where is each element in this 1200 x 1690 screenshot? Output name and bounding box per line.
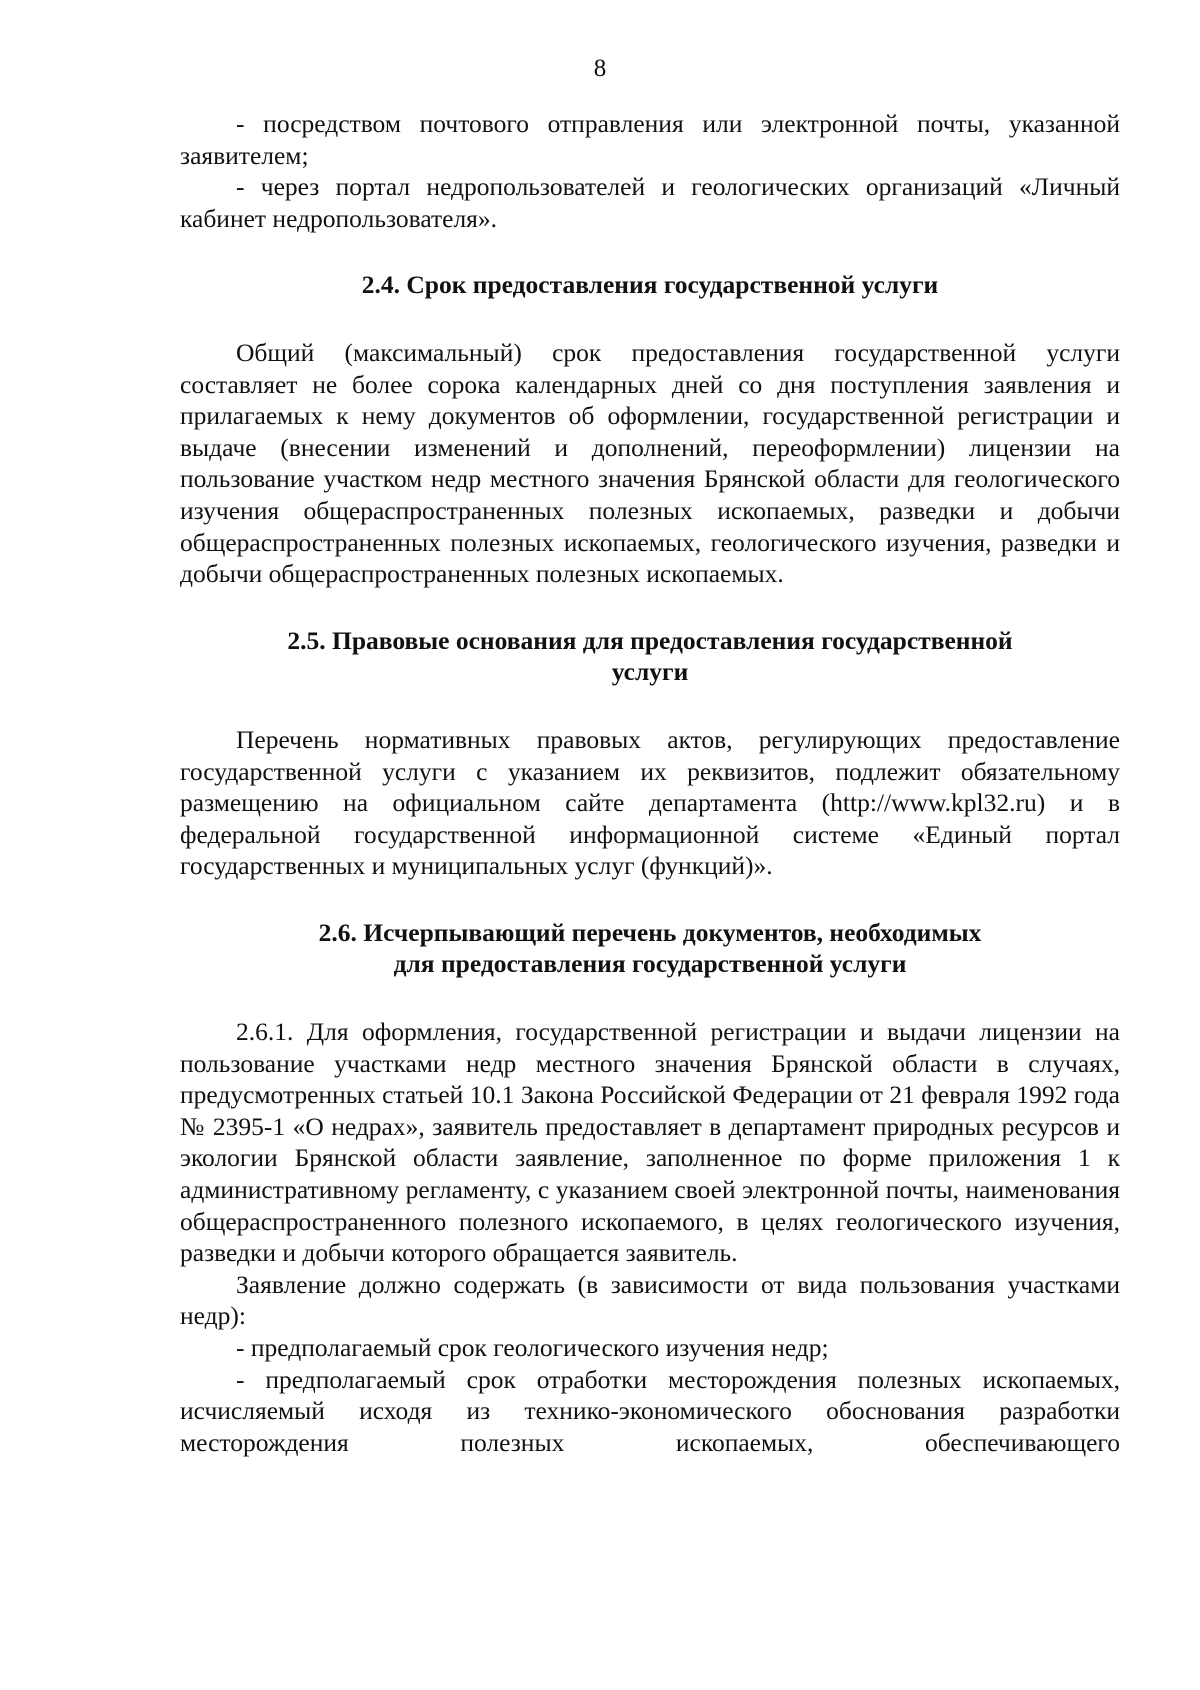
page-number: 8 [593,55,607,82]
list-item-portal: - через портал недропользователей и геологических организаций «Личный кабинет недропользователя». [180,172,1120,233]
section-2-6-1-paragraph: 2.6.1. Для оформления, государственной регистрации и выдачи лицензии на пользование участками недр местного значения Брянской области в случаях, предусмотренных статьей 10.1 Закона Российской Федерации от 21 февраля 1992 года № 2395-1 «О недрах», заявитель предоставляет в департамент природных ресурсов и экологии Брянской области заявление, заполненное по форме приложения 1 к административному регламенту, с указанием своей электронной почты, наименования общераспространенного полезного ископаемого, в целях геологического изучения, разведки и добычи которого обращается заявитель. [180,1017,1120,1268]
section-2-4-heading: 2.4. Срок предоставления государственной услуги [361,270,939,300]
application-contents-paragraph: Заявление должно содержать (в зависимости от вида пользования участками недр): [180,1269,1120,1331]
section-2-4-paragraph: Общий (максимальный) срок предоставления государственной услуги составляет не более сорока календарных дней со дня поступления заявления и прилагаемых к нему документов об оформлении, государственной регистрации и выдаче (внесении изменений и дополнений, переоформлении) лицензии на пользование участком недр местного значения Брянской области для геологического изучения общераспространенных полезных ископаемых, разведки и добычи общераспространенных полезных ископаемых, геологического изучения, разведки и добычи общераспространенных полезных ископаемых. [180,337,1120,589]
section-2-6-heading-line1: 2.6. Исчерпывающий перечень документов, необходимых [318,917,982,947]
section-2-6-heading-line2: для предоставления государственной услуги [393,949,907,979]
document-body [180,108,1120,1458]
section-2-5-paragraph: Перечень нормативных правовых актов, регулирующих предоставление государственной услуги с указанием их реквизитов, подлежит обязательному размещению на официальном сайте департамента (http://www.kpl32.ru) и в федеральной государственной информационной системе «Единый портал государственных и муниципальных услуг (функций)». [180,724,1120,881]
section-2-5-heading-line1: 2.5. Правовые основания для предоставления государственной [287,625,1013,655]
section-2-5-heading-line2: услуги [611,657,689,687]
list-item-post: - посредством почтового отправления или электронной почты, указанной заявителем; [180,109,1120,170]
list-item-term-study: - предполагаемый срок геологического изучения недр; [236,1333,829,1362]
list-item-term-mining: - предполагаемый срок отработки месторождения полезных ископаемых, исчисляемый исходя из технико-экономического обоснования разработки месторождения полезных ископаемых, обеспечивающего [180,1364,1120,1457]
